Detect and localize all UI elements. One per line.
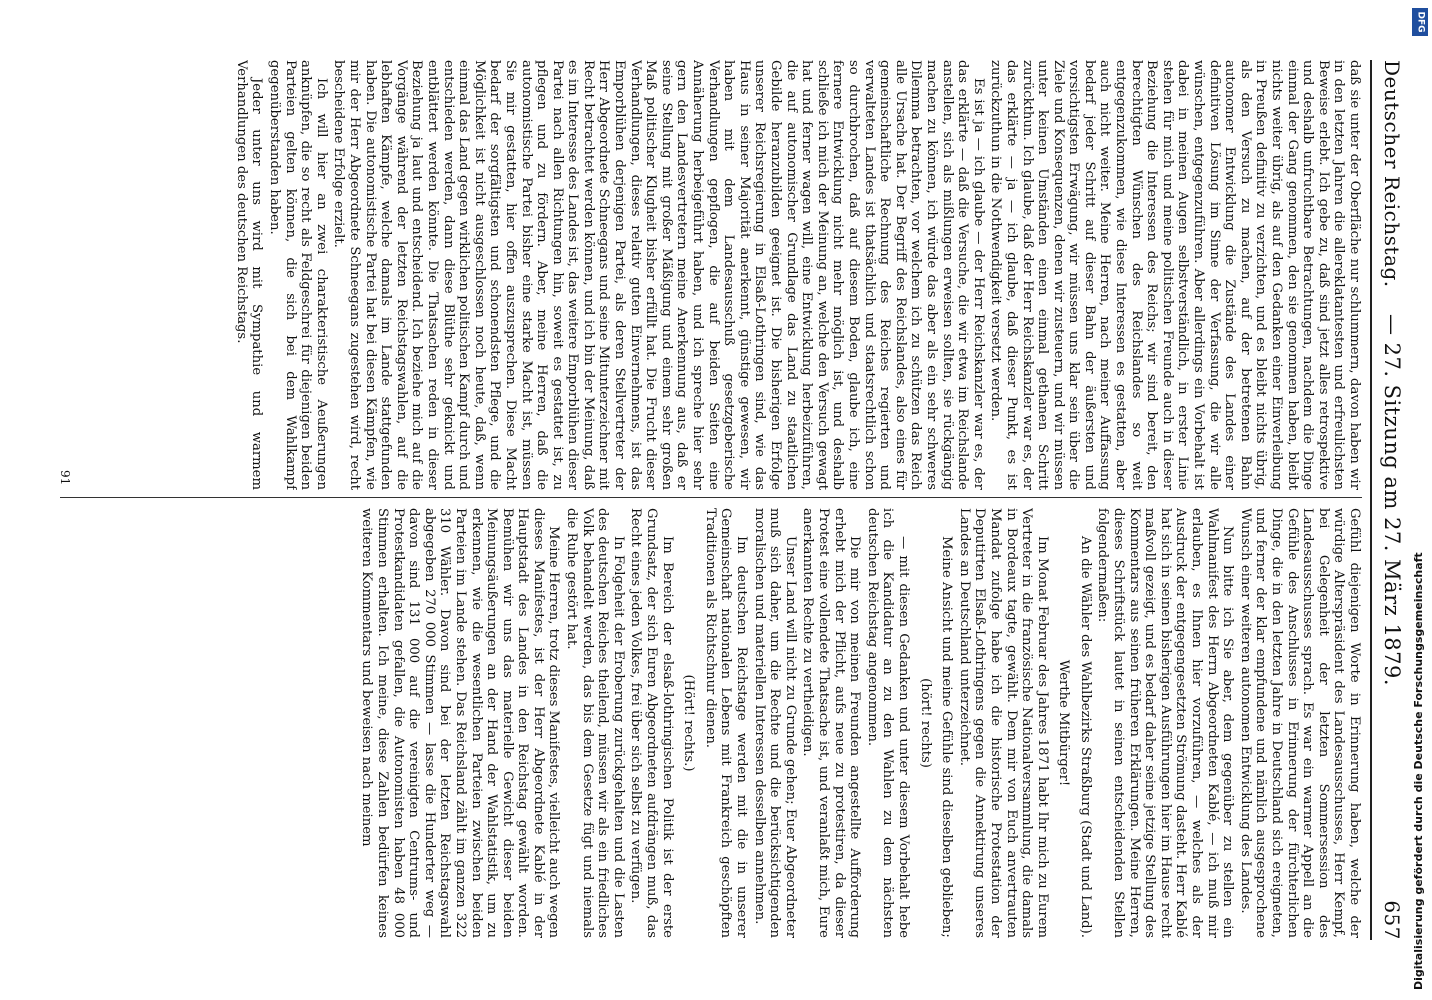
page-signature: 91 (58, 470, 72, 486)
column-divider (60, 497, 1362, 498)
paragraph: Im deutschen Reichstage werden mit die in unserer Gemeinschaft nationalen Lebens mit Frankreich geschöpften Traditionen als Richtschnur dienen. (702, 508, 750, 938)
right-column (70, 508, 1362, 938)
header-publication: Deutscher Reichstag. (1380, 60, 1404, 288)
header-rule (1370, 60, 1372, 940)
left-column (70, 60, 1362, 490)
paragraph: An die Wähler des Wahlbezirks Straßburg (Stadt und Land). (1077, 536, 1093, 938)
paragraph: Es ist ja — ich glaube — der Herr Reichskanzler war es, der das erklärte — daß die Versuche, die wir etwa im Reichslande anstellen, sich als mißlungen erweisen sollten, sie rückgängig machen zu können, ich würde das aber als ein sehr schweres Dilemma betrachten, vor welchem ich zu schützen das Reich alle Ursache hat. Der Begriff des Reichslandes, also eines für gemeinschaftliche Rechnung des Reiches regierten und verwalteten Landes ist thatsächlich und staatsrechtlich schon so durchbrochen, daß auf diesem Boden, glaube ich, eine fernere Entwicklung nicht mehr möglich ist, und deshalb schließe ich mich der Meinung an, welche den Versuch gewagt hat und ferner wagen will, eine Entwicklung herbeizuführen, die auf autonomischer Grundlage das Land zu staatlichen Gebilde heranzubilden geeignet ist. Die bisherigen Erfolge unserer Reichsregierung in Elsaß-Lothringen sind, wie das Haus in seiner Majorität anerkennt, günstige gewesen, wir haben mit dem Landesausschuß gesetzgeberische Verhandlungen gepflogen, die auf beiden Seiten eine Annäherung herbeigeführt haben, und ich spreche hier sehr gern den Landesvertretern meine Anerkennung aus, daß er seine Stellung mit großer Mäßigung und einem sehr großen Maß politischer Klugheit bisher erfüllt hat. Die Frucht dieser Verhandlungen, dieses relativ guten Einvernehmens, ist das Emporblühen derjenigen Partei, als deren Stellvertreter der Herr Abgeordnete Schneegans und seine Mitunterzeichner mit Recht betrachtet werden können, und ich bin der Meinung, daß es im Interesse des Landes ist, das weitere Emporblühen dieser Partei nach allen Richtungen hin, soweit es gestattet ist, zu pflegen und zu fördern. Aber, meine Herren, daß die autonomistische Partei bisher eine starke Macht ist, müssen Sie mir gestatten, hier offen auszusprechen. Diese Macht bedarf der sorgfältigsten und schonendsten Pflege, und die Möglichkeit ist nicht ausgeschlossen noch heute, daß, wenn einmal das Land gegen wirklichen politischen Kampf durch und entschieden werden, dann diese Blüthe sehr geknickt und entblättert werden könnte. Die Thatsachen reden in dieser Beziehung ja laut und entscheidend. Ich beziehe mich auf die Vorgänge während der letzten Reichstagswahlen, auf die lebhaften Kämpfe, welche damals im Lande stattgefunden haben. Die autonomistische Partei hat bei diesen Kämpfen, wie mir der Herr Abgeordnete Schneegans zugestehen wird, recht bescheidene Erfolge erzielt. (331, 60, 986, 490)
paragraph: Im Bereich der elsaß-lothringischen Politik ist der erste Grundsatz, der sich Euren Abgeordneten aufdrängen muß, das Recht eines jeden Volkes, frei über sich selbst zu verfügen. (628, 508, 675, 938)
dfg-logo (1412, 8, 1428, 36)
digitization-credit (1408, 0, 1432, 1000)
paragraph: Meine Ansicht und meine Gefühle sind dieselben geblieben; (939, 536, 955, 938)
header-session: — 27. Sitzung am 27. März 1879. (1380, 313, 1404, 687)
paragraph: Jeder unter uns wird mit Sympathie und warmem Verhandlungen des deutschen Reichstags. (233, 60, 265, 490)
dfg-logo-text: DFG (1415, 11, 1426, 33)
paragraph: (hört! rechts) (917, 678, 933, 768)
credit-text: Digitalisierung gefördert durch die Deutsche Forschungsgemeinschaft (1412, 552, 1425, 990)
paragraph: In Folgeheit der Eroberung zurückgehalten und die Lasten des deutschen Reiches theilend, müssen wir als ein friedliches Volk behandelt werden, das bis dem Gesetze fügt und niemals die Ruhe gestört hat. (564, 508, 626, 938)
paragraph: daß sie unter der Oberfläche nur schlummern, davon haben wir in den letzten Jahren die allereklatantesten und erfreulichsten Beweise erlebt. Ich gebe zu, daß sind jetzt alles retrospektive und deshalb unfruchtbare Betrachtungen, nachdem die Dinge einmal der Gang genommen, den sie genommen haben, bleibt nichts weiter übrig, als auf den Gedanken einer Einverleibung in Preußen definitiv zu verzichten, und es bleibt nichts übrig, als den Versuch zu machen, auf der betretenen Bahn autonomer Entwicklung die Zustände des Landes einer definitiven Lösung im Sinne der Verfassung, die wir alle wünschen, entgegenzuführen. Aber allerdings ein Vorbehalt ist dabei in meinen Augen selbstverständlich, in erster Linie stehen für mich und meine politischen Freunde auch in dieser Beziehung die Interessen des Reichs; wir sind bereit, den berechtigten Wünschen des Reichslandes so weit entgegenzukommen, wie diese Interessen es gestatten, aber auch nicht weiter. Meine Herren, nach meiner Auffassung bedarf jeder Schritt auf dieser Bahn der äußersten und vorsichtigsten Erwägung, wir müssen uns klar sein über die Ziele und Konsequenzen, denen wir zusteuern, und wir müssen unter keinen Umständen einen einmal gethanen Schritt zurückthun. Ich glaube, daß der Herr Reichskanzler war es, der das erklärte — ja — ich glaube, daß dieser Punkt, es ist zurückzuthun in die Nothwendigkeit versetzt werden. (988, 60, 1362, 490)
header-page-number: 657 (1380, 900, 1404, 940)
paragraph: Die mir von meinen Freunden angestellte Aufforderung erhebt mich der Pflicht, aufs neue zu protestiren, da dieser Protest eine vollendete Thatsache ist, und veranlaßt mich, Eure anerkannten Rechte zu vertheidigen. (800, 508, 863, 938)
paragraph: (Hört! rechts.) (681, 674, 697, 772)
paragraph: Meine Herren, trotz dieses Manifestes, vielleicht auch wegen dieses Manifestes, ist der Herr Abgeordnete Kablé in der Hauptstadt des Landes in den Reichstag gewählt worden. Bemühen wir uns das materielle Gewicht dieser beiden Meinungsäußerungen an der Hand der Wahlstatistik, um zu erkennen, wie die wesentlichen Parteien zwischen beiden Parteien im Lande stehen. Das Reichsland zählt im ganzen 322 310 Wähler. Davon sind bei der letzten Reichstagswahl abgegeben 270 000 Stimmen — lasse die Hunderter weg — davon sind 131 000 auf die vereinigten Centrums- und Protestkandidaten gefallen, die Autonomisten haben 48 000 Stimmen erhalten. Ich meine, diese Zahlen bedürfen keines weiteren Kommentars und beweisen nach meinem (359, 508, 562, 938)
paragraph: Nun bitte ich Sie aber, dem gegenüber zu stellen ein Wahlmanifest des Herrn Abgeordneten Kablé, — ich muß mir erlauben, es Ihnen hier vorzuführen, — welches als der Ausdruck der entgegengesetzten Strömung dasteht. Herr Kablé hat sich in seinen bisherigen Ausführungen hier im Hause recht maßvoll gezeigt, und es bedarf daher seine jetzige Stellung des Kommentars aus seinen früheren Erklärungen. Meine Herren, dieses Schriftstück lautet in seinen entscheidenden Stellen folgendermaßen: (1095, 508, 1236, 938)
paragraph: Werthe Mitbürger! (1056, 659, 1072, 787)
paragraph: Gefühl diejenigen Worte in Erinnerung haben, welche der würdige Alterspräsident des Landesausschusses, Herr Kempf, bei Gelegenheit der letzten Sommersession des Landesausschusses sprach. Es war ein warmer Appell an die Gefühle des Anschlusses in Erinnerung der fürchterlichen Dinge, die in den letzten Jahre in Deutschland sich ereigneten, und ferner der klar empfundene und nämlich ausgesprochene Wunsch einer weiteren autonomen Entwicklung des Landes. (1237, 508, 1362, 938)
paragraph: — mit diesen Gedanken und unter diesem Vorbehalt hebe ich die Kandidatur an zu den Wahlen zu dem nächsten deutschen Reichstag angenommen. (864, 508, 911, 938)
paragraph: Ich will hier an zwei charakteristische Aeußerungen anknüpfen, die so recht als Feldgeschrei für diejenigen beiden Parteien gelten können, die sich bei dem Wahlkampf gegenüberstanden haben. (267, 60, 329, 490)
paragraph: Im Monat Februar des Jahres 1871 habt Ihr mich zu Eurem Vertreter in die französische Nationalversammlung, die damals in Bordeaux tagte, gewählt. Dem mir von Euch anvertrauten Mandat zufolge habe ich die historische Protestation der Deputirten Elsaß-Lothringens gegen die Annektirung unseres Landes an Deutschland unterzeichnet. (956, 508, 1050, 938)
paragraph: Unser Land will nicht zu Grunde gehen; Euer Abgeordneter muß sich daher, um die Rechte und die berücksichtigenden moralischen und materiellen Interessen desselben annehmen. (751, 508, 798, 938)
